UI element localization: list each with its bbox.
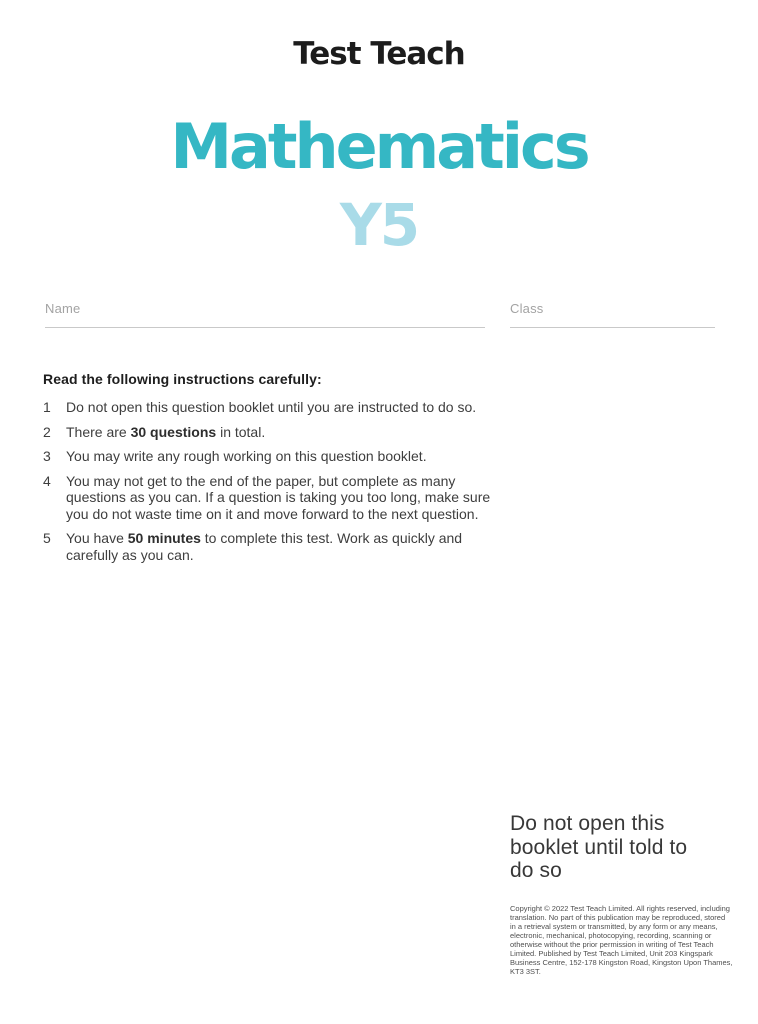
instruction-number: 3 [43,448,51,464]
instruction-text: Do not open this question booklet until you are instructed to do so. [66,399,477,415]
instruction-item-2 [43,424,503,441]
instruction-number: 1 [43,399,51,415]
instruction-number: 2 [43,423,51,440]
instruction-item-1 [43,399,503,416]
instruction-text: You may not get to the end of the paper, but complete as many questions as you can. If a question is taking you too long, make sure you do not waste time on it and move forward to the next question. [66,472,491,522]
subject-title: Mathematics [170,110,588,183]
name-label: Name [45,301,81,316]
class-label: Class [510,301,544,316]
instructions-heading: Read the following instructions carefully: [43,371,322,387]
instruction-text: You have 50 minutes to complete this test. Work as quickly and carefully as you can. [66,530,463,563]
instruction-item-3 [43,448,503,465]
instruction-item-4 [43,473,503,523]
year-group-title: Y5 [339,191,419,259]
publisher-logo: Test Teach [293,36,465,72]
instruction-number: 4 [43,472,51,489]
instructions-section [43,371,503,571]
class-field [510,300,715,328]
copyright-text: Copyright © 2022 Test Teach Limited. All rights reserved, including translation. No part of this publication may be reproduced, stored in a retrieval system or transmitted, by any form or any means, electronic, mechanical, photocopying, recording, scanning or otherwise without the prior permission in writing of Test Teach Limited. Published by Test Teach Limited, Unit 203 Kingspark Business Centre, 152-178 Kingston Road, Kingston Upon Thames, KT3 3ST. [510,904,733,976]
do-not-open-notice: Do not open this booklet until told to do so [510,812,688,882]
instruction-number: 5 [43,530,51,546]
name-field [45,300,485,328]
instruction-text: You may write any rough working on this question booklet. [66,448,427,464]
instruction-item-5 [43,530,503,563]
instruction-text: There are 30 questions in total. [66,423,266,440]
